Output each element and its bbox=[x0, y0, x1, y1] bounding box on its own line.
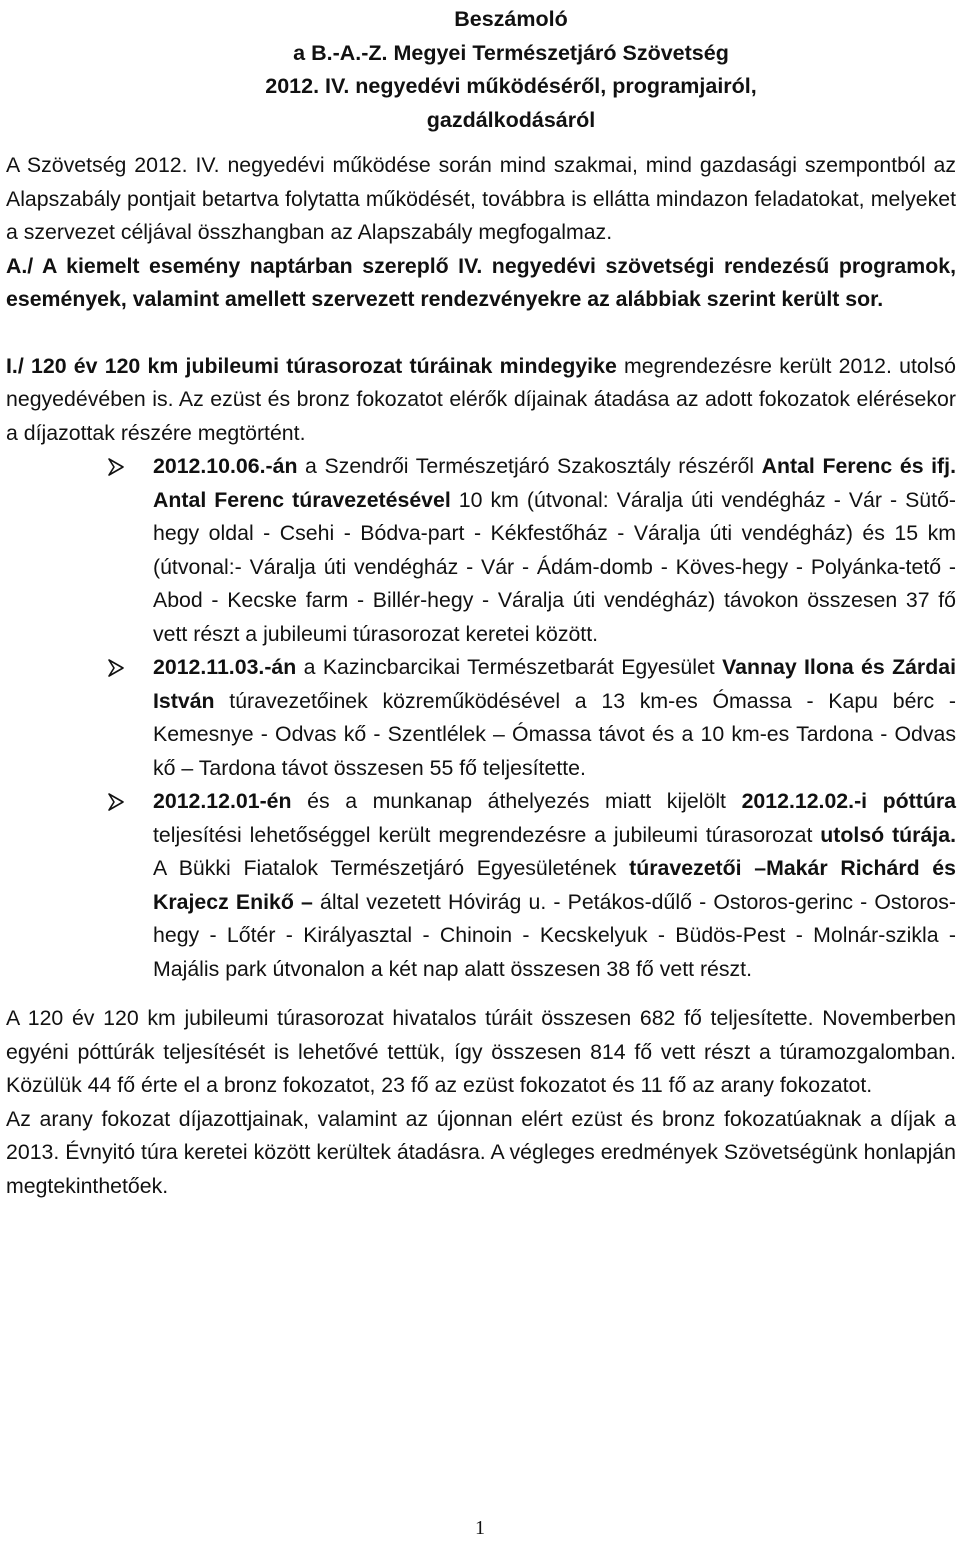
intro-paragraph: A Szövetség 2012. IV. negyedévi működése során mind szakmai, mind gazdasági szempontból az Alapszabály pontjait betartva folytatta működését, továbbra is ellátta mindazon feladatokat, melyeket a szervezet céljával összhangban az Alapszabály megfogalmaz. bbox=[6, 153, 956, 244]
arrow-bullet-icon bbox=[107, 659, 125, 677]
event-text: 2012.10.06.-án a Szendrői Természetjáró Szakosztály részéről Antal Ferenc és ifj. Antal Ferenc túravezetésével 10 km (útvonal: Váralja úti vendégház - Vár - Sütő-hegy oldal - Csehi - Bódva-part - Kékfestőház - Váralja úti vendégház) és 15 km (útvonal:- Váralja úti vendégház - Vár - Ádám-domb - Köves-hegy - Polyánka-tető - Abod - Kecske farm - Billér-hegy - Váralja úti vendégház) távokon összesen 37 fő vett részt a jubileumi túrasorozat keretei között. bbox=[153, 454, 956, 646]
section-i-paragraph bbox=[6, 350, 956, 451]
title-line-3: 2012. IV. negyedévi működéséről, programjairól, bbox=[265, 74, 757, 98]
spacer bbox=[6, 317, 956, 350]
event-list bbox=[6, 450, 956, 986]
summary-paragraph-2: Az arany fokozat díjazottjainak, valamint az újonnan elért ezüst és bronz fokozatúaknak a díjak a 2013. Évnyitó túra keretei között kerültek átadásra. A végleges eredmények Szövetségünk honlapján megtekinthetőek. bbox=[6, 1106, 956, 1198]
event-item bbox=[6, 651, 956, 785]
title-line-2: a B.-A.-Z. Megyei Természetjáró Szövetség bbox=[293, 40, 729, 65]
event-text: 2012.11.03.-án a Kazincbarcikai Természetbarát Egyesület Vannay Ilona és Zárdai István túravezetőinek közreműködésével a 13 km-es Ómassa - Kapu bérc - Kemesnye - Odvas kő - Szentlélek – Ómassa távot és a 10 km-es Tardona - Odvas kő – Tardona távot összesen 55 fő teljesítette. bbox=[153, 655, 956, 780]
section-i-rest: megrendezésre került 2012. utolsó negyedévében is. Az ezüst és bronz fokozatot elérők díjainak átadása az adott fokozatok elérésekor a díjazottak részére megtörtént. bbox=[6, 353, 956, 445]
title-line-4: gazdálkodásáról bbox=[426, 107, 596, 132]
summary-paragraph-1: A 120 év 120 km jubileumi túrasorozat hivatalos túráit összesen 682 fő teljesítette. Novemberben egyéni póttúrák teljesítését is lehetővé tettük, így összesen 814 fő vett részt a túramozgalomban. Közülük 44 fő érte el a bronz fokozatot, 23 fő az ezüst fokozatot és 11 fő az arany fokozatot. bbox=[6, 1006, 956, 1097]
event-text: 2012.12.01-én és a munkanap áthelyezés miatt kijelölt 2012.12.02.-i póttúra teljesítési lehetőséggel került megrendezésre a jubileumi túrasorozat utolsó túrája. A Bükki Fiatalok Természetjáró Egyesületének túravezetői –Makár Richárd és Krajecz Enikő – által vezetett Hóvirág u. - Petákos-dűlő - Ostoros-gerinc - Ostoros-hegy - Lőtér - Királyasztal - Chinoin - Kecskelyuk - Büdös-Pest - Molnár-szikla - Majális park útvonalon a két nap alatt összesen 38 fő vett részt. bbox=[153, 789, 957, 981]
page-number: 1 bbox=[475, 1517, 485, 1539]
section-a-heading: A./ A kiemelt esemény naptárban szereplő IV. negyedévi szövetségi rendezésű programok, események, valamint amellett szervezett rendezvényekre az alábbiak szerint került sor. bbox=[6, 253, 956, 311]
section-i-bold: I./ 120 év 120 km jubileumi túrasorozat túráinak mindegyike bbox=[6, 353, 617, 378]
title-line-1: Beszámoló bbox=[454, 7, 568, 31]
event-item bbox=[6, 785, 956, 986]
document-page bbox=[6, 0, 956, 1203]
arrow-bullet-icon bbox=[107, 458, 125, 476]
event-item bbox=[6, 450, 956, 651]
report-title bbox=[6, 0, 956, 137]
arrow-bullet-icon bbox=[107, 793, 125, 811]
